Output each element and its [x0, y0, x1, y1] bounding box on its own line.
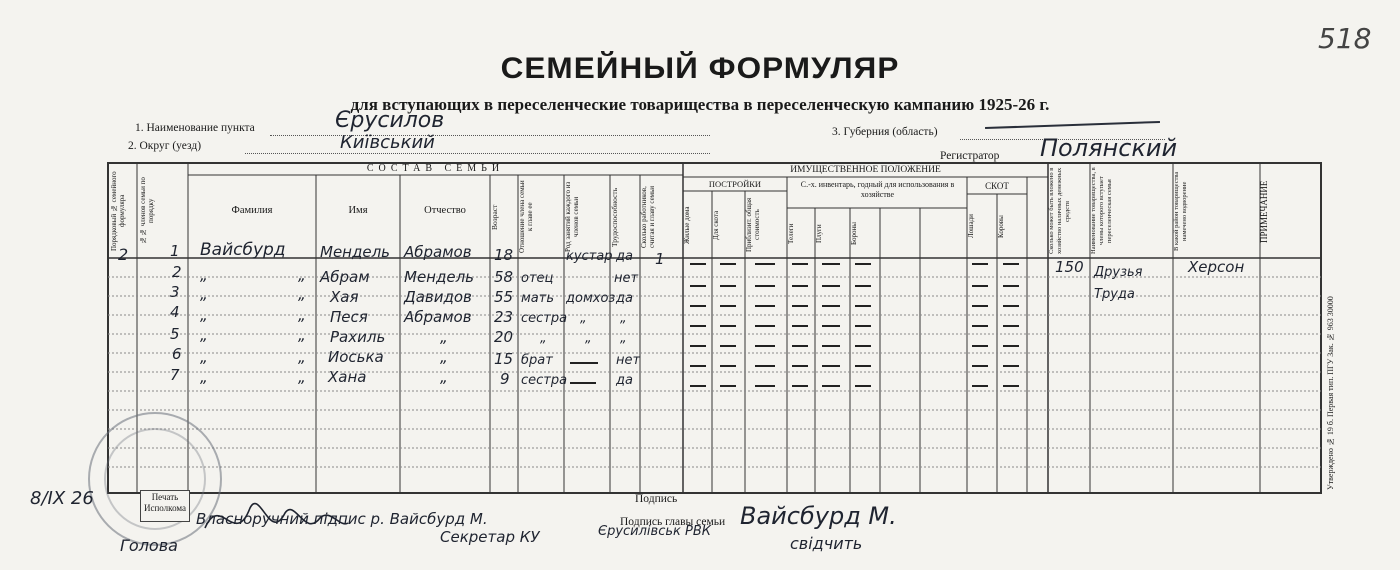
dash-mark — [1003, 285, 1019, 287]
dash-mark — [755, 285, 775, 287]
member-occupation-dash — [570, 362, 598, 364]
dash-mark — [822, 285, 840, 287]
member-no: 1 — [170, 242, 180, 260]
dash-mark — [822, 365, 840, 367]
certification-line5: свідчить — [790, 534, 863, 553]
member-patronymic: Давидов — [404, 288, 472, 306]
buildings-subheader: ПОСТРОЙКИ — [708, 179, 762, 189]
cash-value: 150 — [1055, 258, 1084, 276]
member-occupation: кустар — [566, 249, 613, 264]
col-cows: Коровы — [997, 215, 1005, 238]
dash-mark — [972, 305, 988, 307]
dash-mark — [1003, 385, 1019, 387]
okrug-value: Київський — [340, 132, 435, 153]
member-relation: брат — [521, 353, 553, 368]
dash-mark — [855, 285, 871, 287]
member-surname-ditto: „ — [298, 285, 306, 303]
member-relation: сестра — [521, 373, 568, 388]
member-surname: „ — [200, 368, 208, 386]
member-surname-ditto: „ — [298, 348, 306, 366]
date-note: 8/IX 26 — [30, 488, 94, 509]
dash-mark — [720, 263, 736, 265]
family-group-header: СОСТАВ СЕМЬИ — [366, 163, 505, 174]
dash-mark — [972, 285, 988, 287]
dash-mark — [792, 263, 808, 265]
dash-mark — [792, 345, 808, 347]
col-relation: Отношение члена семьи к главе ее — [518, 180, 534, 254]
member-surname: „ — [200, 285, 208, 303]
member-name: Рахиль — [330, 328, 386, 346]
dash-mark — [855, 263, 871, 265]
dash-mark — [792, 385, 808, 387]
member-age: 58 — [494, 268, 514, 286]
col-carts: Телеги — [787, 223, 795, 244]
guberniya-label: 3. Губерния (область) — [832, 126, 938, 138]
executive-stamp-box: Печать Исполкома — [140, 490, 190, 522]
dash-mark — [972, 263, 988, 265]
member-surname: „ — [200, 326, 208, 344]
dash-mark — [972, 365, 988, 367]
property-group-header: ИМУЩЕСТВЕННОЕ ПОЛОЖЕНИЕ — [790, 165, 941, 175]
member-patronymic: Мендель — [404, 268, 475, 286]
member-surname: „ — [200, 306, 208, 324]
member-name: Песя — [330, 308, 368, 326]
member-no: 5 — [170, 325, 180, 343]
dash-mark — [690, 285, 706, 287]
member-surname-ditto: „ — [298, 306, 306, 324]
col-form-no: Порядковый № семейного формуляра — [110, 171, 126, 251]
col-note: ПРИМЕЧАНИЕ — [1259, 180, 1269, 244]
col-occupation: Род занятий каждого из членов семьи — [564, 181, 580, 253]
dash-mark — [792, 285, 808, 287]
member-ability: да — [616, 373, 633, 388]
dash-mark — [792, 325, 808, 327]
dash-mark — [720, 365, 736, 367]
handwritten-signature-scrawl — [200, 488, 350, 558]
dash-mark — [972, 325, 988, 327]
dash-mark — [822, 305, 840, 307]
dash-mark — [720, 385, 736, 387]
member-relation: „ — [540, 331, 547, 346]
member-age: 9 — [500, 370, 510, 388]
member-age: 23 — [494, 308, 514, 326]
member-name: Иоська — [328, 348, 384, 366]
dash-mark — [855, 385, 871, 387]
member-age: 55 — [494, 288, 514, 306]
dash-mark — [755, 305, 775, 307]
col-member-no: №№ членов семьи по порядку — [139, 177, 155, 245]
okrug-label: 2. Округ (уезд) — [128, 140, 202, 152]
col-partnership: Наименование товарищества, в члены которого вступает переселенческая семья — [1090, 167, 1113, 255]
dash-mark — [690, 325, 706, 327]
member-name: Абрам — [320, 268, 370, 286]
col-age: Возраст — [490, 204, 499, 230]
col-house: Жилые дома — [683, 206, 691, 244]
inventory-subheader: С.-х. инвентарь, годный для использования в хозяйстве — [800, 180, 955, 199]
form-subtitle: для вступающих в переселенческие товарищества в переселенческую кампанию 1925-26 г. — [350, 95, 1050, 114]
page-number: 518 — [1318, 22, 1372, 55]
member-name: Мендель — [320, 243, 391, 261]
district-value: Херсон — [1188, 258, 1245, 276]
dash-mark — [755, 365, 775, 367]
print-note: Утверждено № 19 б. Первая тип. ПГУ Зак. № 963 30000 — [1326, 296, 1335, 490]
dash-mark — [720, 325, 736, 327]
dash-mark — [690, 263, 706, 265]
member-occupation: домхоз — [566, 291, 616, 306]
signature-label: Подпись — [635, 493, 678, 505]
workers-value: 1 — [655, 250, 665, 268]
member-no: 7 — [170, 366, 180, 384]
dash-mark — [755, 345, 775, 347]
col-surname: Фамилия — [231, 205, 273, 216]
col-horses: Лошади — [967, 214, 975, 239]
member-occupation-dash — [570, 382, 596, 384]
col-workers: Сколько работников, считая и главу семьи — [640, 185, 656, 249]
member-patronymic: „ — [440, 368, 448, 386]
livestock-subheader: СКОТ — [985, 181, 1009, 191]
certification-line2: Голова — [120, 536, 178, 555]
col-ability: Трудоспособность — [610, 187, 619, 247]
certification-line1: Власноручний підпис р. Вайсбурд М. — [196, 510, 488, 528]
member-relation: сестра — [521, 311, 568, 326]
dash-mark — [855, 345, 871, 347]
member-ability: да — [616, 249, 633, 264]
dash-mark — [822, 345, 840, 347]
member-surname-ditto: „ — [298, 368, 306, 386]
member-surname-ditto: „ — [298, 266, 306, 284]
dash-mark — [822, 385, 840, 387]
registrator-label: Регистратор — [940, 150, 1000, 162]
member-occupation: „ — [580, 311, 587, 326]
member-surname-ditto: „ — [298, 326, 306, 344]
dash-mark — [855, 305, 871, 307]
member-relation: мать — [521, 291, 555, 306]
certification-line4: Єрусилівськ РВК — [598, 524, 711, 539]
dash-mark — [855, 325, 871, 327]
col-harrows: Бороны — [850, 222, 858, 245]
col-patronymic: Отчество — [424, 205, 466, 216]
form-number-value: 2 — [118, 245, 129, 264]
member-patronymic: Абрамов — [404, 308, 472, 326]
dash-mark — [822, 325, 840, 327]
dash-mark — [690, 365, 706, 367]
member-no: 6 — [172, 345, 182, 363]
member-age: 15 — [494, 350, 514, 368]
dash-mark — [720, 285, 736, 287]
col-name: Имя — [348, 205, 368, 216]
head-signature-label: Подпись главы семьи — [620, 516, 726, 528]
dash-mark — [755, 325, 775, 327]
col-district: В какой район товарищества намечено водворение — [1173, 171, 1188, 251]
dash-mark — [972, 345, 988, 347]
registrator-value: Полянский — [1040, 134, 1178, 162]
dash-mark — [720, 305, 736, 307]
member-patronymic: „ — [440, 328, 448, 346]
dash-mark — [690, 345, 706, 347]
member-no: 2 — [172, 263, 182, 281]
partnership-value: Друзья Труда — [1094, 265, 1143, 302]
member-name: Хана — [328, 368, 367, 386]
dash-mark — [1003, 325, 1019, 327]
head-signature: Вайсбурд М. — [740, 502, 897, 530]
member-relation: отец — [521, 271, 554, 286]
dash-mark — [792, 365, 808, 367]
dash-mark — [1003, 263, 1019, 265]
member-surname: „ — [200, 266, 208, 284]
member-age: 18 — [494, 246, 514, 264]
member-surname: Вайсбурд — [200, 240, 286, 260]
dash-mark — [690, 385, 706, 387]
col-cattle-shed: Для скота — [712, 210, 720, 240]
dash-mark — [755, 263, 775, 265]
dash-mark — [1003, 305, 1019, 307]
member-age: 20 — [494, 328, 514, 346]
member-no: 4 — [170, 303, 180, 321]
dash-mark — [755, 385, 775, 387]
punkt-label: 1. Наименование пункта — [135, 122, 255, 134]
col-cash: Сколько может быть вложено в хозяйство наличных денежных средств — [1048, 167, 1071, 255]
form-title: СЕМЕЙНЫЙ ФОРМУЛЯР — [500, 52, 900, 85]
col-approx-value: Приблизит. общая стоимость — [745, 197, 761, 253]
member-name: Хая — [330, 288, 359, 306]
member-ability: да — [616, 291, 633, 306]
punkt-value: Єрусилов — [335, 108, 445, 133]
dash-mark — [972, 385, 988, 387]
member-patronymic: „ — [440, 348, 448, 366]
member-occupation: „ — [585, 331, 592, 346]
member-ability: „ — [620, 331, 627, 346]
member-surname: „ — [200, 348, 208, 366]
col-ploughs: Плуги — [815, 224, 823, 243]
member-patronymic: Абрамов — [404, 243, 472, 261]
member-ability: нет — [614, 271, 639, 286]
dash-mark — [1003, 365, 1019, 367]
certification-line3: Секретар КУ — [440, 528, 540, 546]
member-ability: нет — [616, 353, 641, 368]
dash-mark — [1003, 345, 1019, 347]
dash-mark — [822, 263, 840, 265]
dash-mark — [792, 305, 808, 307]
dash-mark — [690, 305, 706, 307]
member-no: 3 — [170, 283, 180, 301]
member-ability: „ — [620, 311, 627, 326]
dash-mark — [855, 365, 871, 367]
dash-mark — [720, 345, 736, 347]
